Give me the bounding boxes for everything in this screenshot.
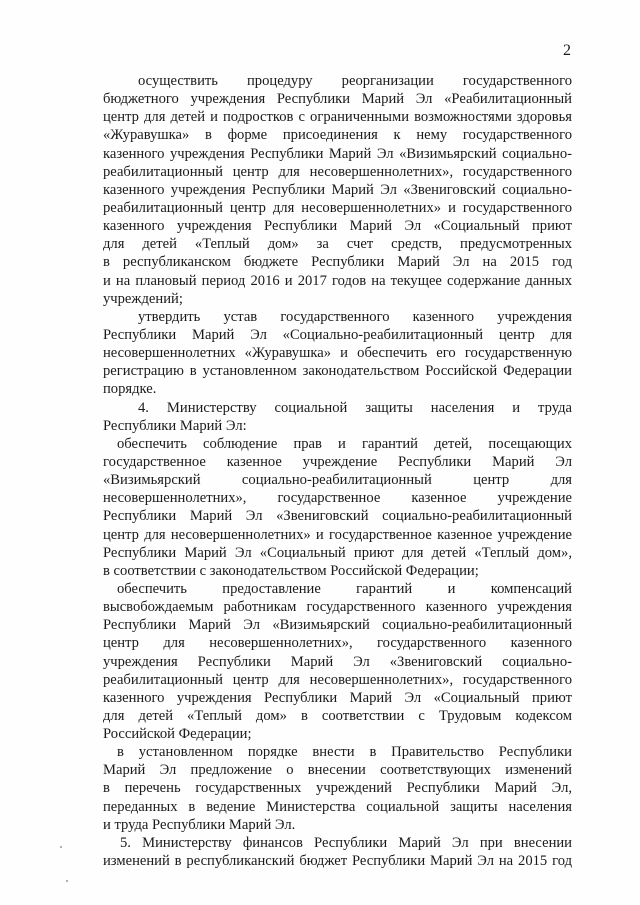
text-line: переданных в ведение Министерства социальной защиты населения	[103, 798, 572, 815]
text-line: утвердить устав государственного казенного учреждения	[138, 308, 572, 325]
text-line: обеспечить предоставление гарантий и компенсаций	[117, 580, 572, 597]
text-line: учреждения Республики Марий Эл «Звениговский социально-	[103, 653, 572, 670]
text-line: казенного учреждения Республики Марий Эл «Звениговский социально-	[103, 181, 572, 198]
text-line: и труда Республики Марий Эл.	[103, 816, 296, 833]
text-line: реабилитационный центр для несовершеннолетних», государственного	[103, 671, 572, 688]
text-line: казенного учреждения Республики Марий Эл «Визимьярский социально-	[103, 145, 572, 162]
text-line: в перечень государственных учреждений Республики Марий Эл,	[103, 780, 572, 797]
body-text	[103, 72, 572, 870]
text-line: реабилитационный центр для несовершеннолетних», государственного	[103, 163, 572, 180]
text-line: 5. Министерству финансов Республики Марий Эл при внесении	[120, 834, 572, 851]
text-line: Марий Эл предложение о внесении соответствующих изменений	[103, 762, 572, 779]
scan-speck	[60, 846, 62, 848]
text-line: обеспечить соблюдение прав и гарантий детей, посещающих	[117, 435, 572, 452]
text-line: бюджетного учреждения Республики Марий Эл «Реабилитационный	[103, 91, 572, 108]
text-line: Республики Марий Эл «Социальный приют для детей «Теплый дом»,	[103, 544, 572, 561]
text-line: Республики Марий Эл «Визимьярский социально-реабилитационный	[103, 617, 572, 634]
text-line: порядке.	[103, 381, 157, 398]
text-line: центр для несовершеннолетних», государственного казенного	[103, 635, 572, 652]
text-line: высвобождаемым работникам государственного казенного учреждения	[103, 599, 572, 616]
text-line: в установленном порядке внести в Правительство Республики	[117, 744, 572, 761]
text-line: Республики Марий Эл «Звениговский социально-реабилитационный	[103, 508, 572, 525]
text-line: несовершеннолетних», государственное казенное учреждение	[103, 490, 572, 507]
scan-speck	[66, 880, 68, 882]
text-line: реабилитационный центр для несовершеннолетних» и государственного	[103, 199, 572, 216]
text-line: Республики Марий Эл «Социально-реабилитационный центр для	[103, 326, 572, 343]
text-line: Республики Марий Эл:	[103, 417, 247, 434]
text-line: казенного учреждения Республики Марий Эл «Социальный приют	[103, 218, 572, 235]
page-number: 2	[563, 42, 571, 59]
text-line: для детей «Теплый дом» в соответствии с Трудовым кодексом	[103, 707, 572, 724]
text-line: в соответствии с законодательством Российской Федерации;	[103, 562, 479, 579]
text-line: казенного учреждения Республики Марий Эл «Социальный приют	[103, 689, 572, 706]
text-line: осуществить процедуру реорганизации государственного	[138, 73, 572, 89]
text-line: для детей «Теплый дом» за счет средств, предусмотренных	[103, 236, 572, 253]
text-line: центр для несовершеннолетних» и государственное казенное учреждение	[103, 526, 572, 543]
text-line: 4. Министерству социальной защиты населения и труда	[138, 399, 572, 416]
text-line: регистрацию в установленном законодательством Российской Федерации	[103, 363, 572, 380]
text-line: изменений в республиканский бюджет Республики Марий Эл на 2015 год	[103, 853, 572, 870]
text-line: «Журавушка» в форме присоединения к нему государственного	[103, 127, 572, 144]
text-line: центр для детей и подростков с ограниченными возможностями здоровья	[103, 109, 572, 126]
text-line: в республиканском бюджете Республики Марий Эл на 2015 год	[103, 254, 572, 271]
text-line: несовершеннолетних «Журавушка» и обеспечить его государственную	[103, 345, 572, 362]
text-line: государственное казенное учреждение Республики Марий Эл	[103, 453, 572, 470]
text-line: «Визимьярский социально-реабилитационный центр для	[103, 472, 572, 489]
text-line: Российской Федерации;	[103, 726, 252, 743]
text-line: и на плановый период 2016 и 2017 годов на текущее содержание данных	[103, 272, 572, 289]
text-line: учреждений;	[103, 290, 183, 307]
